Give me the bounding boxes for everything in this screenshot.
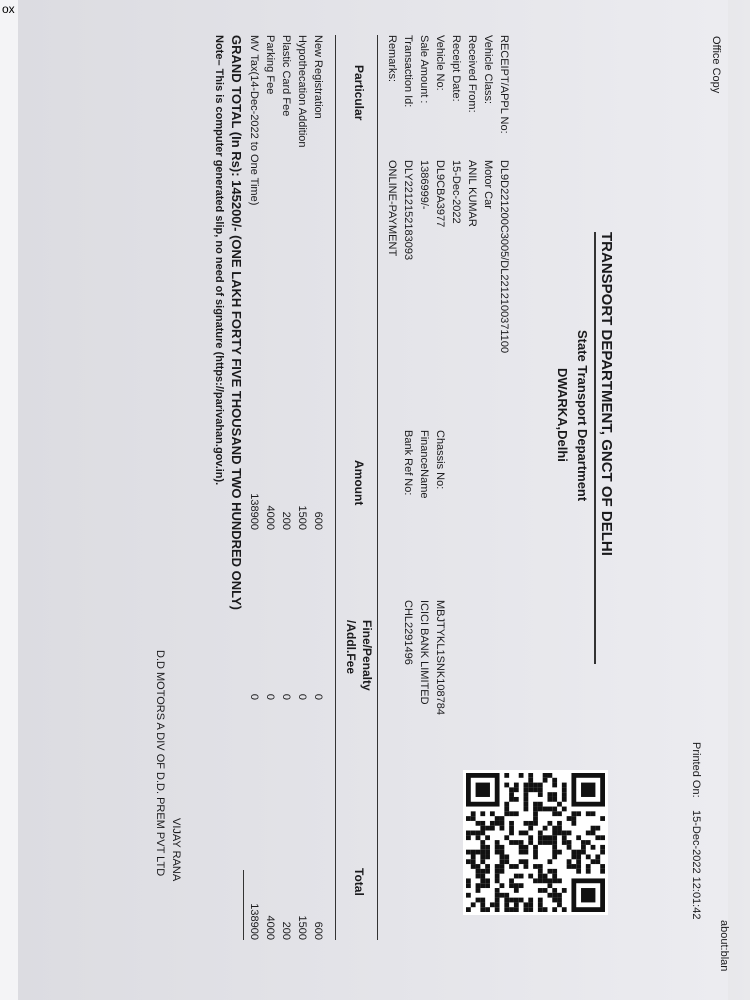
table-row-total: 200 (280, 921, 292, 940)
state-transport-subtitle: State Transport Department (575, 330, 590, 502)
column-header-fine-line1: Fine/Penalty (360, 620, 374, 691)
table-row-amount: 200 (280, 511, 292, 530)
table-row-fine: 0 (264, 693, 276, 700)
received-from-label: Received From: (466, 35, 478, 113)
column-header-amount: Amount (352, 460, 366, 506)
sale-amount-value: 1386999/- (418, 160, 430, 210)
table-row-amount: 138900 (248, 493, 260, 530)
remarks-label: Remarks: (386, 35, 398, 83)
side-strip (0, 0, 19, 1000)
total-underline (243, 870, 244, 940)
table-header-rule (335, 35, 336, 940)
table-row-particular: MV Tax(14-Dec-2022 to One Time) (248, 35, 260, 206)
computer-generated-note: Note– This is computer generated slip, no need of signature (https://parivahan.gov.in). (213, 35, 225, 486)
office-copy-label: Office Copy (710, 36, 722, 94)
finance-name-value: ICICI BANK LIMITED (418, 600, 430, 705)
receipt-date-value: 15-Dec-2022 (450, 160, 462, 224)
chassis-no-value: MBJTYKL1SNK108784 (434, 600, 446, 715)
table-row-amount: 1500 (296, 505, 308, 530)
table-row-total: 600 (312, 921, 324, 940)
bank-ref-label: Bank Ref No: (402, 430, 414, 496)
location-title: DWARKA,Delhi (555, 368, 570, 462)
table-row-total: 1500 (296, 915, 308, 940)
grand-total: GRAND TOTAL (In Rs): 145200/- (ONE LAKH FORTY FIVE THOUSAND TWO HUNDRED ONLY) (229, 35, 244, 610)
vehicle-no-value: DL9CBA3977 (434, 160, 446, 228)
receipt-no-label: RECEIPT/APPL No: (498, 35, 510, 134)
table-row-fine: 0 (296, 693, 308, 700)
table-row-fine: 0 (248, 693, 260, 700)
about-blank-text: about:blan (718, 920, 730, 972)
printed-on-label: Printed On: (690, 742, 702, 798)
table-row-fine: 0 (280, 693, 292, 700)
chassis-no-label: Chassis No: (434, 430, 446, 490)
department-title: TRANSPORT DEPARTMENT, GNCT OF DELHI (598, 232, 615, 556)
transaction-id-label: Transaction Id: (402, 35, 414, 108)
column-header-particular: Particular (352, 65, 366, 121)
table-row-particular: Parking Fee (264, 35, 276, 95)
column-header-fine-line2: /Addl.Fee (344, 620, 358, 675)
column-header-total: Total (352, 868, 366, 896)
table-row-fine: 0 (312, 693, 324, 700)
remarks-value: ONLINE-PAYMENT (386, 160, 398, 257)
receipt-no-value: DL9D221200C3005/DL2212100371100 (498, 160, 510, 354)
table-row-particular: Hypothecation Addition (296, 35, 308, 148)
receipt-date-label: Receipt Date: (450, 35, 462, 102)
sale-amount-label: Sale Amount : (418, 35, 430, 104)
finance-name-label: FinanceName (418, 430, 430, 499)
title-underline (594, 232, 596, 664)
bank-ref-value: CHL2291496 (402, 600, 414, 665)
table-top-rule (377, 35, 378, 940)
vehicle-class-value: Motor Car (482, 160, 494, 209)
vehicle-class-label: Vehicle Class: (482, 35, 494, 105)
receipt-paper (18, 0, 728, 1000)
vehicle-no-label: Vehicle No: (434, 35, 446, 91)
table-row-total: 138900 (248, 903, 260, 940)
table-row-particular: Plastic Card Fee (280, 35, 292, 117)
qr-code-graphic (466, 773, 605, 912)
received-from-value: ANIL KUMAR (466, 160, 478, 227)
signatory-company: D.D MOTORS A DIV OF D.D. PREM PVT LTD (154, 650, 166, 877)
qr-code (463, 770, 608, 915)
table-row-amount: 600 (312, 511, 324, 530)
signatory-name: VIJAY RANA (170, 818, 182, 882)
table-row-amount: 4000 (264, 505, 276, 530)
transaction-id-value: DLY2212152183093 (402, 160, 414, 261)
table-row-total: 4000 (264, 915, 276, 940)
edge-tab-text: ox (2, 2, 15, 16)
table-row-particular: New Registration (312, 35, 324, 119)
printed-on-value: 15-Dec-2022 12:01:42 (690, 810, 702, 920)
